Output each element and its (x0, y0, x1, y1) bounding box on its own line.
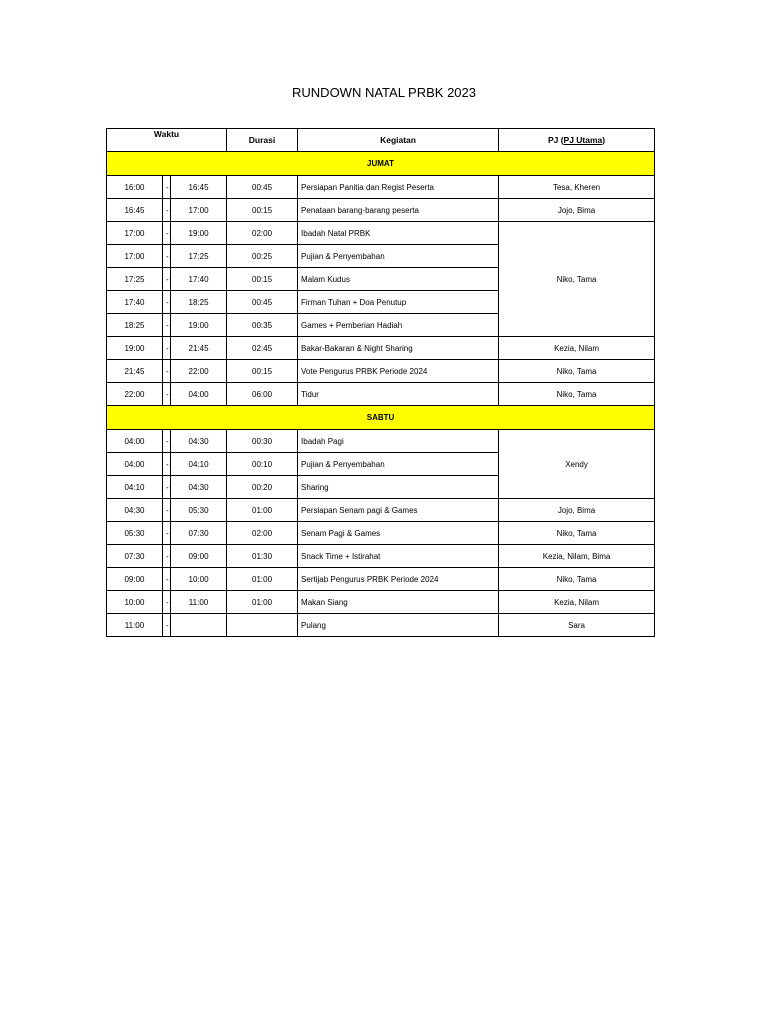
start-time: 07:30 (107, 545, 163, 568)
activity: Ibadah Natal PRBK (298, 222, 499, 245)
start-time: 04:00 (107, 430, 163, 453)
time-separator: - (163, 337, 171, 360)
person-in-charge: Kezia, Nilam (499, 591, 655, 614)
start-time: 17:00 (107, 245, 163, 268)
duration: 01:00 (227, 591, 298, 614)
start-time: 16:45 (107, 199, 163, 222)
activity: Firman Tuhan + Doa Penutup (298, 291, 499, 314)
duration (227, 614, 298, 637)
activity: Ibadah Pagi (298, 430, 499, 453)
time-separator: - (163, 245, 171, 268)
activity: Pujian & Penyembahan (298, 453, 499, 476)
duration: 00:25 (227, 245, 298, 268)
end-time: 04:10 (171, 453, 227, 476)
table-row (107, 383, 655, 406)
end-time: 04:00 (171, 383, 227, 406)
table-row (107, 222, 655, 245)
start-time: 09:00 (107, 568, 163, 591)
duration: 00:15 (227, 268, 298, 291)
end-time: 17:00 (171, 199, 227, 222)
activity: Tidur (298, 383, 499, 406)
time-separator: - (163, 383, 171, 406)
activity: Makan Siang (298, 591, 499, 614)
start-time: 17:25 (107, 268, 163, 291)
activity: Vote Pengurus PRBK Periode 2024 (298, 360, 499, 383)
person-in-charge: Niko, Tama (499, 360, 655, 383)
activity: Senam Pagi & Games (298, 522, 499, 545)
table-row (107, 522, 655, 545)
end-time: 07:30 (171, 522, 227, 545)
time-separator: - (163, 430, 171, 453)
table-row (107, 337, 655, 360)
duration: 01:00 (227, 499, 298, 522)
end-time: 22:00 (171, 360, 227, 383)
end-time: 17:40 (171, 268, 227, 291)
section-row-sabtu (107, 406, 655, 430)
header-kegiatan: Kegiatan (298, 129, 499, 152)
start-time: 11:00 (107, 614, 163, 637)
header-durasi: Durasi (227, 129, 298, 152)
person-in-charge: Niko, Tama (499, 522, 655, 545)
person-in-charge: Niko, Tama (499, 222, 655, 337)
end-time: 04:30 (171, 430, 227, 453)
header-waktu: Waktu (107, 129, 227, 152)
start-time: 05:30 (107, 522, 163, 545)
time-separator: - (163, 522, 171, 545)
duration: 01:00 (227, 568, 298, 591)
duration: 02:00 (227, 222, 298, 245)
table-row (107, 360, 655, 383)
start-time: 04:30 (107, 499, 163, 522)
table-row (107, 591, 655, 614)
time-separator: - (163, 545, 171, 568)
pj-utama-label: PJ Utama (563, 135, 603, 145)
end-time: 17:25 (171, 245, 227, 268)
person-in-charge: Jojo, Bima (499, 499, 655, 522)
table-row (107, 614, 655, 637)
end-time: 05:30 (171, 499, 227, 522)
duration: 00:35 (227, 314, 298, 337)
start-time: 22:00 (107, 383, 163, 406)
activity: Sertijab Pengurus PRBK Periode 2024 (298, 568, 499, 591)
header-row (107, 129, 655, 152)
duration: 02:45 (227, 337, 298, 360)
table-row (107, 568, 655, 591)
end-time: 21:45 (171, 337, 227, 360)
time-separator: - (163, 476, 171, 499)
time-separator: - (163, 222, 171, 245)
section-label-jumat: JUMAT (107, 152, 655, 176)
person-in-charge: Kezia, Nilam (499, 337, 655, 360)
person-in-charge: Tesa, Kheren (499, 176, 655, 199)
activity: Persiapan Panitia dan Regist Peserta (298, 176, 499, 199)
start-time: 04:10 (107, 476, 163, 499)
end-time: 19:00 (171, 314, 227, 337)
table-row (107, 199, 655, 222)
duration: 00:45 (227, 176, 298, 199)
start-time: 19:00 (107, 337, 163, 360)
duration: 00:15 (227, 199, 298, 222)
start-time: 21:45 (107, 360, 163, 383)
start-time: 17:40 (107, 291, 163, 314)
end-time (171, 614, 227, 637)
section-row-jumat (107, 152, 655, 176)
end-time: 04:30 (171, 476, 227, 499)
table-row (107, 545, 655, 568)
duration: 06:00 (227, 383, 298, 406)
duration: 01:30 (227, 545, 298, 568)
activity: Penataan barang-barang peserta (298, 199, 499, 222)
person-in-charge: Xendy (499, 430, 655, 499)
person-in-charge: Sara (499, 614, 655, 637)
time-separator: - (163, 199, 171, 222)
activity: Pulang (298, 614, 499, 637)
person-in-charge: Niko, Tama (499, 383, 655, 406)
time-separator: - (163, 568, 171, 591)
end-time: 19:00 (171, 222, 227, 245)
end-time: 10:00 (171, 568, 227, 591)
table-row (107, 176, 655, 199)
duration: 02:00 (227, 522, 298, 545)
section-label-sabtu: SABTU (107, 406, 655, 430)
start-time: 04:00 (107, 453, 163, 476)
time-separator: - (163, 499, 171, 522)
activity: Bakar-Bakaran & Night Sharing (298, 337, 499, 360)
start-time: 18:25 (107, 314, 163, 337)
table-row (107, 499, 655, 522)
activity: Snack Time + Istirahat (298, 545, 499, 568)
end-time: 18:25 (171, 291, 227, 314)
rundown-table (106, 128, 655, 637)
activity: Malam Kudus (298, 268, 499, 291)
activity: Pujian & Penyembahan (298, 245, 499, 268)
time-separator: - (163, 291, 171, 314)
duration: 00:10 (227, 453, 298, 476)
table-row (107, 430, 655, 453)
header-pj: PJ (PJ Utama) (499, 129, 655, 152)
person-in-charge: Jojo, Bima (499, 199, 655, 222)
time-separator: - (163, 360, 171, 383)
time-separator: - (163, 614, 171, 637)
time-separator: - (163, 268, 171, 291)
person-in-charge: Niko, Tama (499, 568, 655, 591)
duration: 00:20 (227, 476, 298, 499)
start-time: 16:00 (107, 176, 163, 199)
activity: Persiapan Senam pagi & Games (298, 499, 499, 522)
time-separator: - (163, 314, 171, 337)
activity: Games + Pemberian Hadiah (298, 314, 499, 337)
end-time: 16:45 (171, 176, 227, 199)
duration: 00:30 (227, 430, 298, 453)
start-time: 17:00 (107, 222, 163, 245)
duration: 00:15 (227, 360, 298, 383)
duration: 00:45 (227, 291, 298, 314)
time-separator: - (163, 176, 171, 199)
time-separator: - (163, 591, 171, 614)
person-in-charge: Kezia, Nilam, Bima (499, 545, 655, 568)
start-time: 10:00 (107, 591, 163, 614)
time-separator: - (163, 453, 171, 476)
activity: Sharing (298, 476, 499, 499)
end-time: 09:00 (171, 545, 227, 568)
end-time: 11:00 (171, 591, 227, 614)
page-title: RUNDOWN NATAL PRBK 2023 (292, 85, 476, 100)
